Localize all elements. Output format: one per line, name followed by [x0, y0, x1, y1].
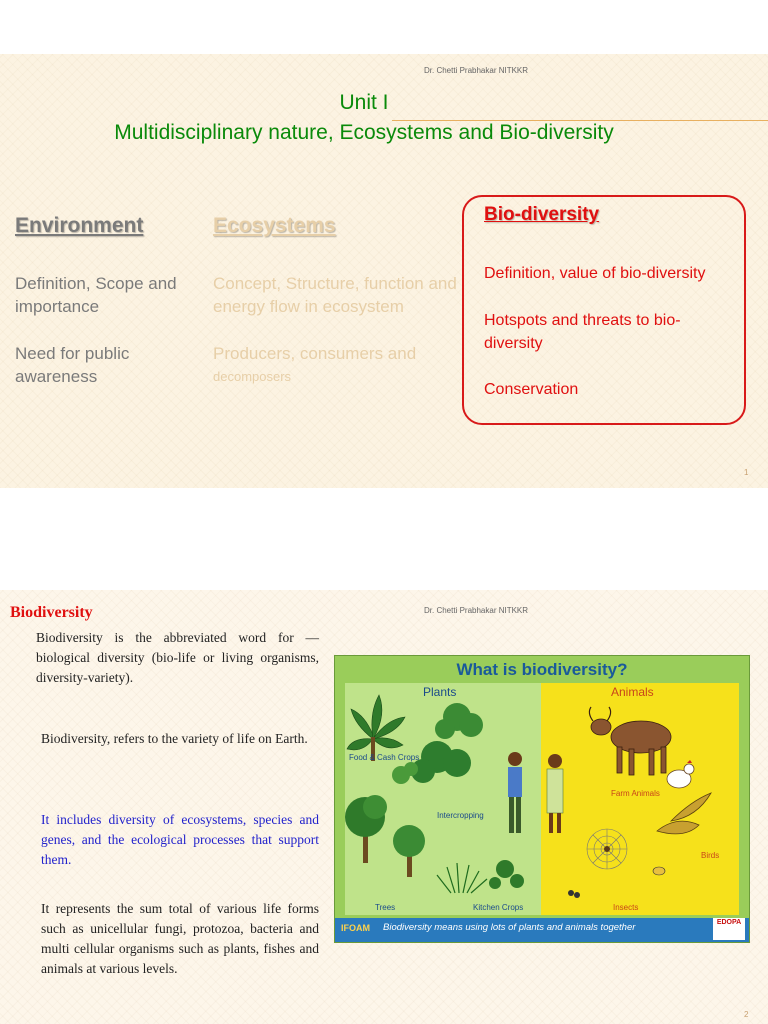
label-birds: Birds	[701, 851, 720, 860]
paragraph-1: Biodiversity is the abbreviated word for —biological diversity (bio-life or living organisms, diversity-variety).	[36, 630, 319, 685]
unit-title: Unit I	[339, 91, 389, 114]
biodiversity-heading: Bio-diversity	[484, 204, 600, 225]
environment-heading: Environment	[15, 214, 144, 237]
page-number: 1	[744, 468, 749, 477]
animals-illustration	[541, 683, 739, 915]
author-label: Dr. Chetti Prabhakar NITKKR	[424, 606, 529, 615]
ecosystems-item-2	[213, 342, 463, 388]
author-label: Dr. Chetti Prabhakar NITKKR	[424, 66, 529, 75]
unit-subtitle: Multidisciplinary nature, Ecosystems and Bio-diversity	[114, 121, 614, 144]
paragraph-3: It includes diversity of ecosystems, species and genes, and the ecological processes that support them.	[41, 812, 319, 867]
biodiversity-item-1: Definition, value of bio-diversity	[484, 265, 706, 282]
label-kitchen-crops: Kitchen Crops	[473, 903, 524, 912]
plants-panel	[345, 683, 541, 915]
ecosystems-heading: Ecosystems	[213, 214, 336, 237]
page-number: 2	[744, 1010, 749, 1019]
edopa-logo: EDOPA	[713, 918, 745, 940]
biodiversity-item-2: Hotspots and threats to bio-diversity	[484, 312, 681, 352]
ecosystems-item-2-line2: decomposers	[213, 369, 292, 384]
plants-label: Plants	[423, 685, 457, 699]
biodiversity-item-3: Conservation	[484, 381, 579, 398]
label-food-cash: Food & Cash Crops	[349, 753, 420, 762]
ifoam-logo: IFOAM	[341, 923, 370, 933]
biodiversity-poster	[334, 655, 750, 943]
plants-illustration	[345, 683, 541, 915]
animals-panel	[541, 683, 739, 915]
poster-footer-text: Biodiversity means using lots of plants and animals together	[383, 922, 636, 933]
environment-item-2: Need for public awareness	[15, 344, 130, 386]
paragraph-4: It represents the sum total of various life forms such as unicellular fungi, protozoa, bacteria and multi cellular organisms such as plants, fishes and animals at various levels.	[41, 901, 319, 976]
slide-1	[0, 54, 768, 488]
animals-label: Animals	[611, 685, 654, 699]
environment-item-1: Definition, Scope and importance	[15, 274, 177, 316]
label-insects: Insects	[613, 903, 639, 912]
slide-title: Biodiversity	[10, 604, 93, 621]
ecosystems-item-2-line1: Producers, consumers and	[213, 344, 417, 363]
paragraph-2: Biodiversity, refers to the variety of life on Earth.	[41, 731, 308, 746]
label-intercropping: Intercropping	[437, 811, 484, 820]
label-farm-animals: Farm Animals	[611, 789, 660, 798]
poster-title: What is biodiversity?	[456, 660, 628, 679]
ecosystems-item-1: Concept, Structure, function and energy flow in ecosystem	[213, 274, 457, 316]
label-trees: Trees	[375, 903, 396, 912]
slide-2	[0, 590, 768, 1024]
